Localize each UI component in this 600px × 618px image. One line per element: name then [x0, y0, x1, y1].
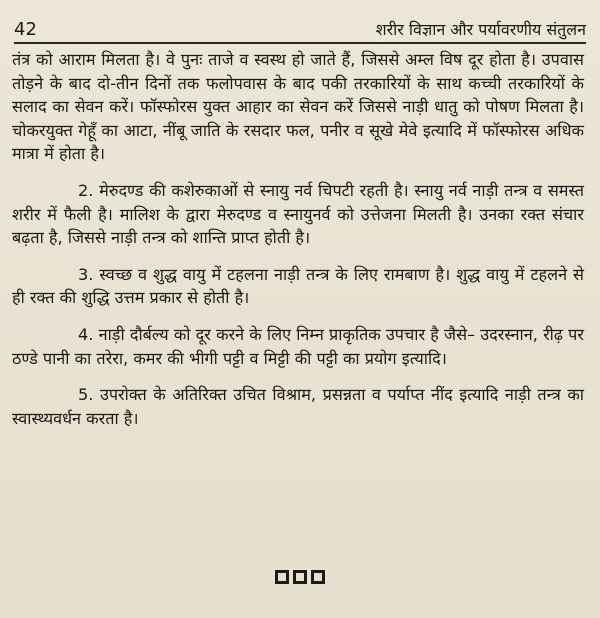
paragraph-point-4: 4. नाड़ी दौर्बल्य को दूर करने के लिए निम्न प्राकृतिक उपचार है जैसे– उदरस्नान, रीढ़ पर ठण्डे पानी का तरेरा, कमर की भीगी पट्टी व मिट्टी की पट्टी का प्रयोग इत्यादि। [12, 324, 584, 368]
page-body [12, 48, 584, 430]
paragraph-point-2: 2. मेरुदण्ड की कशेरुकाओं से स्नायु नर्व चिपटी रहती है। स्नायु नर्व नाड़ी तन्त्र व समस्त शरीर में फैली है। मालिश के द्वारा मेरुदण्ड व स्नायुनर्व को उत्तेजना मिलती है। उनका रक्त संचार बढ़ता है, जिससे नाड़ी तन्त्र को शान्ति प्राप्त होती है। [12, 180, 584, 248]
page-number: 42 [14, 19, 37, 40]
box-icon [293, 570, 307, 584]
paragraph-point-3: 3. स्वच्छ व शुद्ध वायु में टहलना नाड़ी तन्त्र के लिए रामबाण है। शुद्ध वायु में टहलने से ही रक्त की शुद्धि उत्तम प्रकार से होती है। [12, 264, 584, 308]
running-title: शरीर विज्ञान और पर्यावरणीय संतुलन [375, 20, 586, 39]
paragraph-point-5: 5. उपरोक्त के अतिरिक्त उचित विश्राम, प्रसन्नता व पर्याप्त नींद इत्यादि नाड़ी तन्त्र का स्वास्थ्यवर्धन करता है। [12, 385, 584, 428]
box-icon [311, 570, 325, 584]
page-header [14, 14, 586, 44]
paragraph-continuation: तंत्र को आराम मिलता है। वे पुनः ताजे व स्वस्थ हो जाते हैं, जिससे अम्ल विष दूर होता है। उपवास तोड़ने के बाद दो-तीन दिनों तक फलोपवास के बाद पकी तरकारियों के साथ कच्ची तरकारियों के सलाद का सेवन करें। फॉस्फोरस युक्त आहार का सेवन करें जिससे नाड़ी धातु को पोषण मिलता है। चोकरयुक्त गेहूँ का आटा, नींबू जाति के रसदार फल, पनीर व सूखे मेवे इत्यादि में फॉस्फोरस अधिक मात्रा में होता है। [12, 50, 584, 164]
box-icon [275, 570, 289, 584]
section-end-mark-icon [0, 570, 600, 584]
